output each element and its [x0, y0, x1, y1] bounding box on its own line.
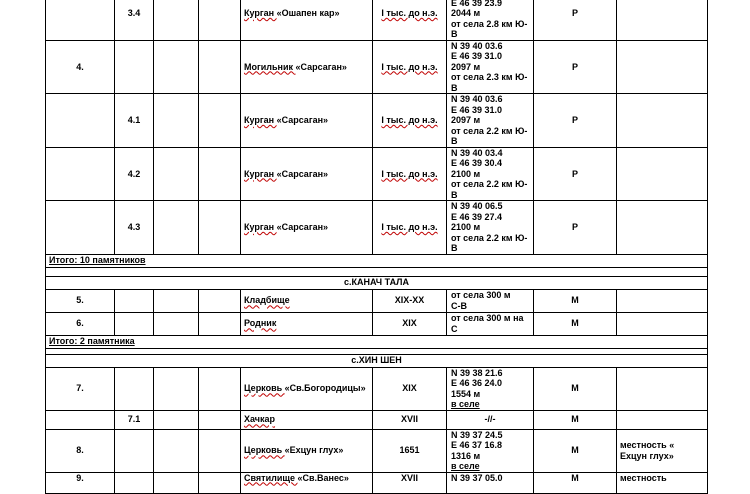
monument-date: I тыс. до н.э. [373, 201, 447, 255]
monument-name: Курган «Сарсаган» [241, 94, 373, 148]
monument-date: 1651 [373, 429, 447, 472]
table-row: 7.1 Хачкар XVII -//- М [46, 410, 708, 429]
table-row: 6. Родник XIX от села 300 м на С М [46, 312, 708, 335]
table-row: 4.3 Курган «Сарсаган» I тыс. до н.э. N 39 40 06.5 E 46 39 27.4 2100 м от села 2.2 км Ю- В Р [46, 201, 708, 255]
table-row: 3.4 Курган «Ошапен кар» I тыс. до н.э. E 46 39 23.9 2044 м от села 2.8 км Ю- В Р [46, 0, 708, 40]
coordinates: -//- [447, 410, 534, 429]
coordinates: N 39 37 24.5 E 46 37 16.8 1316 м в селе [447, 429, 534, 472]
monument-date: XVII [373, 472, 447, 493]
coordinates: N 39 40 03.6 E 46 39 31.0 2097 м от села 2.3 км Ю- В [447, 40, 534, 94]
table-row: 4.2 Курган «Сарсаган» I тыс. до н.э. N 39 40 03.4 E 46 39 30.4 2100 м от села 2.2 км Ю- В Р [46, 147, 708, 201]
category: М [534, 289, 617, 312]
table-row: 7. Церковь «Св.Богородицы» XIX N 39 38 21.6 E 46 36 24.0 1554 м в селе М [46, 367, 708, 410]
table-row: 4.1 Курган «Сарсаган» I тыс. до н.э. N 39 40 03.6 E 46 39 31.0 2097 м от села 2.2 км Ю- В Р [46, 94, 708, 148]
monument-name: Родник [241, 312, 373, 335]
total-row: Итого: 2 памятника [46, 335, 708, 348]
category: М [534, 472, 617, 493]
monument-date: I тыс. до н.э. [373, 0, 447, 40]
table-row-blank [46, 267, 708, 276]
category: М [534, 367, 617, 410]
monument-name: Хачкар [241, 410, 373, 429]
monument-date: I тыс. до н.э. [373, 40, 447, 94]
coordinates: от села 300 м С-В [447, 289, 534, 312]
monument-date: XIX [373, 367, 447, 410]
coordinates: N 39 40 03.4 E 46 39 30.4 2100 м от села 2.2 км Ю- В [447, 147, 534, 201]
monument-name: Святилище «Св.Ванес» [241, 472, 373, 493]
coordinates: E 46 39 23.9 2044 м от села 2.8 км Ю- В [447, 0, 534, 40]
category: Р [534, 201, 617, 255]
category: Р [534, 147, 617, 201]
category: М [534, 312, 617, 335]
table-row: 8. Церковь «Ехцун глух» 1651 N 39 37 24.5 E 46 37 16.8 1316 м в селе М местность « Ехцун глух» [46, 429, 708, 472]
village-header: с.КАНАЧ ТАЛА [46, 276, 708, 289]
monument-name: Могильник «Сарсаган» [241, 40, 373, 94]
monument-name: Церковь «Св.Богородицы» [241, 367, 373, 410]
monument-name: Церковь «Ехцун глух» [241, 429, 373, 472]
monuments-table [45, 0, 708, 494]
category: М [534, 429, 617, 472]
coordinates: N 39 40 03.6 E 46 39 31.0 2097 м от села 2.2 км Ю- В [447, 94, 534, 148]
coordinates: N 39 37 05.0 [447, 472, 534, 493]
coordinates: N 39 40 06.5 E 46 39 27.4 2100 м от села 2.2 км Ю- В [447, 201, 534, 255]
monument-name: Курган «Сарсаган» [241, 201, 373, 255]
category: М [534, 410, 617, 429]
monument-date: XIX-XX [373, 289, 447, 312]
monument-date: XVII [373, 410, 447, 429]
category: Р [534, 94, 617, 148]
monument-date: I тыс. до н.э. [373, 147, 447, 201]
monument-name: Курган «Ошапен кар» [241, 0, 373, 40]
village-header: с.ХИН ШЕН [46, 354, 708, 367]
category: Р [534, 0, 617, 40]
monument-date: XIX [373, 312, 447, 335]
coordinates: от села 300 м на С [447, 312, 534, 335]
location-note: местность « Ехцун глух» [617, 429, 708, 472]
monument-name: Курган «Сарсаган» [241, 147, 373, 201]
location-note: местность [617, 472, 708, 493]
total-row: Итого: 10 памятников [46, 254, 708, 267]
table-row: 9. Святилище «Св.Ванес» XVII N 39 37 05.0 М местность [46, 472, 708, 493]
monument-date: I тыс. до н.э. [373, 94, 447, 148]
table-row: 4. Могильник «Сарсаган» I тыс. до н.э. N 39 40 03.6 E 46 39 31.0 2097 м от села 2.3 км Ю- В Р [46, 40, 708, 94]
coordinates: N 39 38 21.6 E 46 36 24.0 1554 м в селе [447, 367, 534, 410]
table-row: 5. Кладбище XIX-XX от села 300 м С-В М [46, 289, 708, 312]
category: Р [534, 40, 617, 94]
monument-name: Кладбище [241, 289, 373, 312]
